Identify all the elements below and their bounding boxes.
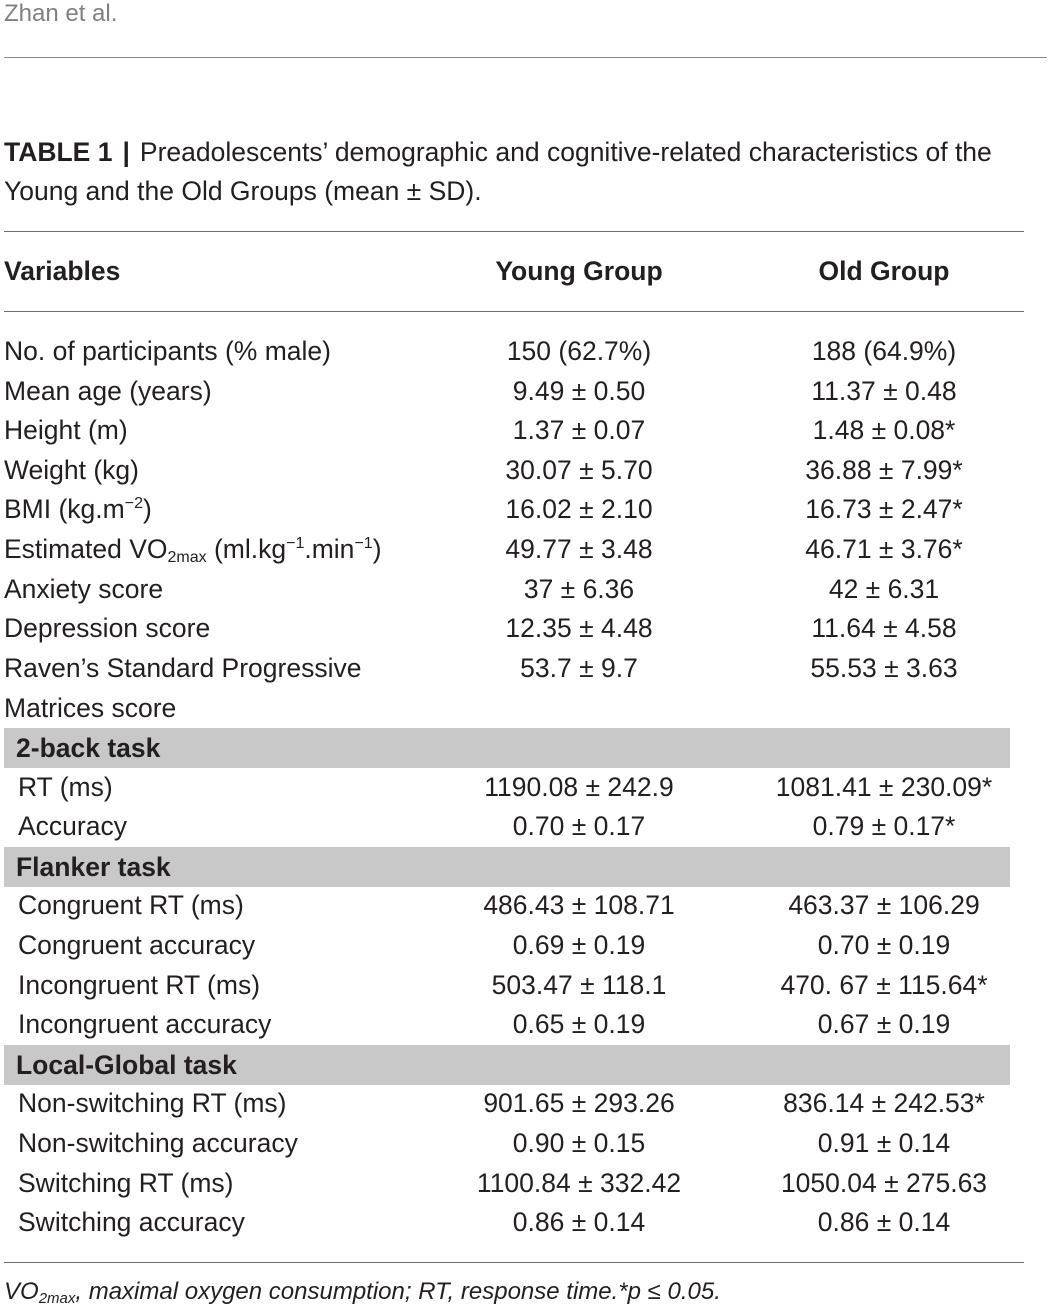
table-row	[4, 332, 1010, 372]
table-label: TABLE 1	[4, 137, 113, 167]
old-value: 16.73 ± 2.47*	[805, 494, 963, 524]
old-value: 1081.41 ± 230.09*	[775, 772, 993, 802]
young-value: 0.69 ± 0.19	[512, 930, 646, 960]
old-value: 46.71 ± 3.76*	[805, 534, 963, 564]
row-label: No. of participants (% male)	[4, 336, 331, 366]
young-value: 901.65 ± 293.26	[483, 1088, 675, 1118]
young-value: 1.37 ± 0.07	[512, 415, 646, 445]
table-row	[4, 609, 1010, 649]
label-superscript: −2	[124, 495, 143, 512]
table-top-rule	[4, 231, 1024, 232]
section-header-2-back	[4, 728, 1010, 768]
old-value: 0.79 ± 0.17*	[812, 811, 956, 841]
old-value: 470. 67 ± 115.64*	[780, 970, 988, 1000]
row-label: Mean age (years)	[4, 376, 212, 406]
old-value: 1050.04 ± 275.63	[780, 1168, 988, 1198]
young-value: 37 ± 6.36	[523, 574, 635, 604]
young-value: 1190.08 ± 242.9	[484, 772, 674, 802]
row-label: Congruent accuracy	[18, 930, 256, 960]
old-value: 188 (64.9%)	[811, 336, 957, 366]
young-value: 503.47 ± 118.1	[491, 970, 667, 1000]
old-value: 463.37 ± 106.29	[788, 890, 980, 920]
table-row	[4, 1005, 1010, 1045]
label-text: )	[372, 534, 382, 564]
caption-text: Preadolescents’ demographic and cognitive-related characteristics of the Young and the Old Groups (mean ± SD).	[4, 137, 992, 206]
row-label: Anxiety score	[4, 574, 164, 604]
young-value: 53.7 ± 9.7	[520, 653, 638, 683]
row-label: Incongruent accuracy	[18, 1009, 272, 1039]
old-value: 1.48 ± 0.08*	[812, 415, 956, 445]
table-row	[4, 966, 1010, 1006]
label-text: BMI (kg.m	[4, 494, 125, 524]
old-value: 55.53 ± 3.63	[810, 653, 958, 683]
old-value: 42 ± 6.31	[828, 574, 940, 604]
row-label	[4, 490, 152, 530]
footnote-text: , maximal oxygen consumption; RT, response time.*p ≤ 0.05.	[75, 1278, 721, 1305]
row-label: Height (m)	[4, 415, 128, 445]
old-value: 0.91 ± 0.14	[817, 1128, 951, 1158]
row-label: Incongruent RT (ms)	[18, 970, 261, 1000]
header-bottom-rule	[4, 311, 1024, 312]
row-label: Non-switching accuracy	[18, 1128, 298, 1158]
footnote-text: VO	[4, 1278, 39, 1305]
label-text: (ml.kg	[206, 534, 287, 564]
table-row	[4, 1203, 1010, 1243]
table-row	[4, 1164, 1010, 1204]
column-header-variables: Variables	[4, 256, 121, 286]
table-row	[4, 570, 1010, 610]
label-superscript: −1	[354, 535, 373, 552]
header-divider	[4, 57, 1047, 58]
section-header-local-global	[4, 1045, 1010, 1085]
column-header-young: Young Group	[495, 256, 663, 286]
young-value: 0.90 ± 0.15	[512, 1128, 646, 1158]
old-value: 0.67 ± 0.19	[817, 1009, 951, 1039]
row-label: Switching accuracy	[18, 1207, 245, 1237]
table-row	[4, 1084, 1010, 1124]
label-superscript: −1	[286, 535, 305, 552]
column-header-old: Old Group	[818, 256, 950, 286]
young-value: 486.43 ± 108.71	[483, 890, 675, 920]
footnote-subscript: 2max	[38, 1290, 76, 1307]
section-title: 2-back task	[16, 733, 161, 763]
old-value: 11.37 ± 0.48	[811, 376, 957, 406]
caption-separator: |	[122, 137, 130, 167]
young-value: 0.65 ± 0.19	[512, 1009, 646, 1039]
label-text: Estimated VO	[4, 534, 168, 564]
young-value: 9.49 ± 0.50	[512, 376, 646, 406]
old-value: 0.86 ± 0.14	[817, 1207, 951, 1237]
table-row	[4, 807, 1010, 847]
running-header-author: Zhan et al.	[4, 0, 118, 27]
table-row	[4, 1124, 1010, 1164]
young-value: 0.86 ± 0.14	[512, 1207, 646, 1237]
table-row	[4, 411, 1010, 451]
table-row	[4, 886, 1010, 926]
section-title: Flanker task	[16, 852, 171, 882]
row-label: Depression score	[4, 613, 211, 643]
old-value: 36.88 ± 7.99*	[805, 455, 963, 485]
table-row	[4, 372, 1010, 412]
row-label: Weight (kg)	[4, 455, 139, 485]
table-row	[4, 530, 1010, 570]
table-bottom-rule	[4, 1262, 1024, 1263]
young-value: 0.70 ± 0.17	[512, 811, 646, 841]
row-label: Accuracy	[18, 811, 127, 841]
section-header-flanker	[4, 847, 1010, 887]
label-text: .min	[304, 534, 355, 564]
young-value: 150 (62.7%)	[506, 336, 652, 366]
row-label: Congruent RT (ms)	[18, 890, 244, 920]
table-footnote	[4, 1278, 721, 1306]
table-row	[4, 926, 1010, 966]
row-label: RT (ms)	[18, 772, 113, 802]
young-value: 12.35 ± 4.48	[505, 613, 653, 643]
label-text: )	[142, 494, 152, 524]
section-title: Local-Global task	[16, 1050, 237, 1080]
label-subscript: 2max	[167, 549, 207, 566]
table-row-continuation	[4, 689, 1010, 729]
row-label-line2: Matrices score	[4, 693, 177, 723]
table-header-row	[4, 252, 1010, 292]
row-label: Raven’s Standard Progressive	[4, 653, 362, 683]
row-label: Switching RT (ms)	[18, 1168, 234, 1198]
table-row	[4, 490, 1010, 530]
row-label: Non-switching RT (ms)	[18, 1088, 287, 1118]
table-caption	[4, 133, 1034, 211]
old-value: 0.70 ± 0.19	[817, 930, 951, 960]
young-value: 30.07 ± 5.70	[505, 455, 653, 485]
table-row	[4, 768, 1010, 808]
old-value: 11.64 ± 4.58	[811, 613, 957, 643]
old-value: 836.14 ± 242.53*	[783, 1088, 985, 1118]
young-value: 16.02 ± 2.10	[505, 494, 653, 524]
table-row	[4, 451, 1010, 491]
table-row	[4, 649, 1010, 689]
young-value: 49.77 ± 3.48	[505, 534, 653, 564]
young-value: 1100.84 ± 332.42	[476, 1168, 682, 1198]
row-label	[4, 530, 382, 570]
